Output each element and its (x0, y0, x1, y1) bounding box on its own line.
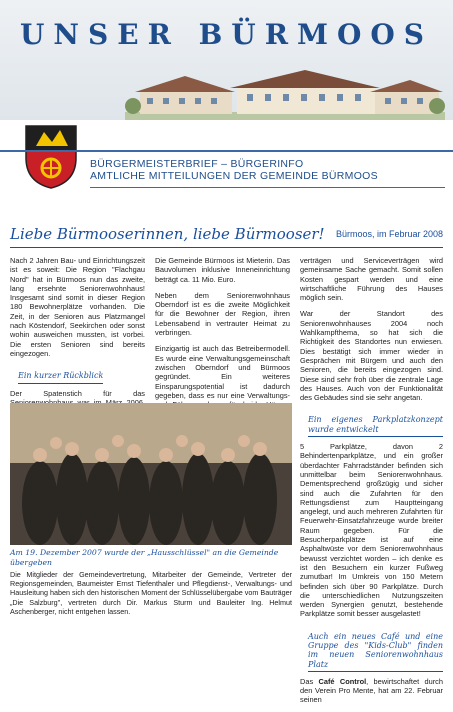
group-photo (10, 403, 292, 545)
paragraph: Der Spatenstich für das (10, 388, 145, 398)
masthead (0, 0, 453, 120)
header-divider (0, 150, 453, 152)
building-illustration (125, 62, 445, 120)
section-heading: Auch ein neues Café und eine Gruppe des "Kids-Club" finden im neuen Seniorenwohnhaus Platz (308, 632, 443, 672)
article-column-3 (300, 256, 443, 712)
paragraph: Die Gemeinde Bürmoos ist Mieterin. Das Bauvolumen inklusive Inneneinrichtung beträgt ca. 11 Mio. Euro. (155, 256, 290, 284)
article-headline: Liebe Bürmooserinnen, liebe Bürmooser! (10, 225, 325, 243)
subheader-line-2: AMTLICHE MITTEILUNGEN DER GEMEINDE BÜRMOOS (90, 170, 378, 182)
paragraph: Nach 2 Jahren Bau- und Einrichtungszeit ist es soweit: Die Region "Flachgau Nord" hat in Bürmoos nun das zweite, lang ersehnte Seniorenwohnhaus! Insgesamt sind somit in dieser Region 180 Bewohnerplätze vorhanden. Die Zeit, in der Senioren aus Platzmangel nach Köstendorf, Seekirchen oder sonst wohin ausweichen mussten, ist vorbei. Die ersten Senioren sind bereits eingezogen. (10, 256, 145, 358)
section-heading: Ein kurzer Rückblick (18, 371, 103, 383)
photo-caption: Am 19. Dezember 2007 wurde der „Hausschlüssel" an die Gemeinde übergeben (10, 548, 279, 567)
photo-description: Die Mitglieder der Gemeindevertretung, Mitarbeiter der Gemeinde, Vertreter der Regionsgemeinden, Baumeister Ernst Tiefenthaler und Pflegdienst-, Verwaltungs- und Hausleitung haben sich den historischen Moment der Schlüsselübergabe vom Bauträger „Die Salzburg", vertreten durch Dir. Markus Sturm und Bauleiter Ing. Helmut Aschenberger, nicht entgehen lassen. (10, 570, 292, 616)
cafe-name: Café Control (318, 676, 367, 686)
section-heading: Ein eigenes Parkplatzkonzept wurde entwickelt (308, 415, 443, 437)
subheader-line-1: BÜRGERMEISTERBRIEF – BÜRGERINFO (90, 158, 304, 170)
paragraph: Einzigartig ist auch das Betreibermodell. Es wurde eine Verwaltungsgemeinschaft zwischen Oberndorf und Bürmoos gegründet. Ein weiteres Einsparungspotential ist dadurch gegeben, dass es nur eine Verwaltungs- (155, 344, 290, 400)
paragraph: War der Standort des Seniorenwohnhauses 2004 noch Wahlkampfthema, so hat sich die Richtigkeit des Standortes nun erwiesen. Dies bestätigt sich immer wieder in Gesprächen mit Bürgern und auch den Senioren, die bereits eingezogen sind. Diese sind sehr froh über die zentrale Lage des Hauses. Auch von der Funktionalität des Gebäudes sind sie sehr angetan. (300, 309, 443, 403)
municipal-crest-icon (22, 122, 80, 190)
article-dateline: Bürmoos, im Februar 2008 (335, 229, 443, 239)
paragraph: 5 Parkplätze, davon 2 Behindertenparkplätze, und ein großer überdachter Fahrradständer befinden sich unmittelbar beim Seniorenwohnhaus. Dementsprechend großzügig und sicher sind auch die Zufahrten für den Rettungsdienst zum Hauptteingang angelegt, und auch mehreren Zufahrten für Feuerwehr-Einsatzfahrzeuge wurde breiter Raum gegeben. Für die Besucherparkplätze ist auf eine Asphaltwüste vor dem Seniorenwohnhaus bewusst verzichtet worden – ich denke es ist den Besuchern ein kurzer Fußweg zumutbar! Im Umkreis von 150 Metern befinden sich über 90 Parkplätze. Durch die unterschiedlichen Nutzungszeiten werden Synergien genutzt, bestehende Parkplätze somit besser ausgelastet! (300, 442, 443, 619)
masthead-title: UNSER BÜRMOOS (20, 18, 433, 51)
paragraph: Das Café Control, bewirtschaftet durch den Verein Pro Mente, hat am 22. Februar seinen (300, 676, 443, 705)
paragraph: verträgen und Serviceverträgen wird gemeinsame Sache gemacht. Somit sollen Kosten gespart werden und eine wirtschaftliche Führung des Hauses möglich sein. (300, 256, 443, 303)
headline-rule (10, 247, 443, 248)
newsletter-subheader (90, 158, 378, 182)
group-photo-illustration (10, 403, 292, 545)
paragraph: Neben dem Seniorenwohnhaus Oberndorf ist es die zweite Möglichkeit für die Bewohner der Region, ihren Lebensabend in vertrauter Heimat zu verbringen. (155, 290, 290, 338)
subheader-rule (90, 187, 445, 188)
